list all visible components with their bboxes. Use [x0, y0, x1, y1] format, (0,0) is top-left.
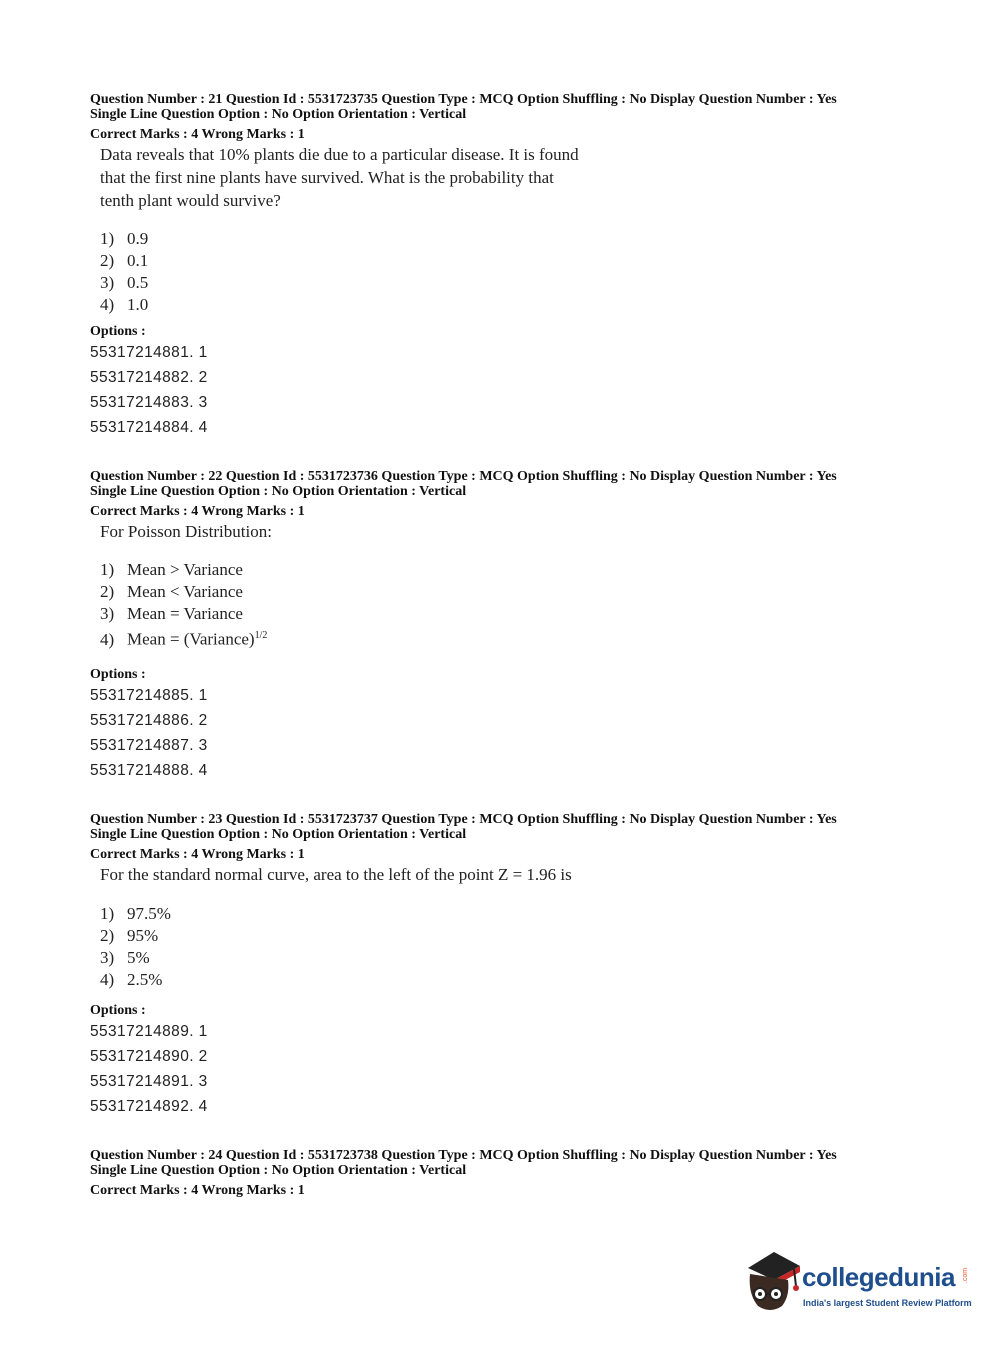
q21-option-id-2: 55317214882. 2	[90, 369, 208, 386]
q21-choice-3: 3) 0.5	[100, 273, 149, 292]
q23-meta-line-1: Question Number : 23 Question Id : 5531723737 Question Type : MCQ Option Shuffling : No Display Question Number : Yes	[90, 812, 837, 827]
q22-meta-line-1: Question Number : 22 Question Id : 5531723736 Question Type : MCQ Option Shuffling : No Display Question Number : Yes	[90, 469, 837, 484]
logo-tagline: India's largest Student Review Platform	[803, 1298, 972, 1308]
q22-choice-4-exponent: 1/2	[254, 630, 268, 641]
q22-choice-2: 2) Mean < Variance	[100, 582, 243, 601]
q23-option-id-4: 55317214892. 4	[90, 1098, 208, 1115]
q22-option-id-4: 55317214888. 4	[90, 762, 208, 779]
q22-question-text	[100, 520, 272, 543]
q21-question-text	[100, 143, 579, 212]
q21-option-id-1: 55317214881. 1	[90, 344, 208, 361]
q23-text-line: For the standard normal curve, area to the left of the point Z = 1.96 is	[100, 865, 572, 884]
q21-text-line: tenth plant would survive?	[100, 191, 281, 210]
q22-choice-4: 4) Mean = (Variance)$^{1/2}$	[100, 629, 268, 649]
q23-meta-line-2: Single Line Question Option : No Option Orientation : Vertical	[90, 827, 467, 842]
q22-marks: Correct Marks : 4 Wrong Marks : 1	[90, 504, 305, 519]
logo-wordmark: collegedunia	[802, 1262, 955, 1292]
q23-question-text	[100, 863, 572, 886]
q22-choice-3: 3) Mean = Variance	[100, 604, 243, 623]
q24-marks: Correct Marks : 4 Wrong Marks : 1	[90, 1183, 305, 1198]
q21-option-id-3: 55317214883. 3	[90, 394, 208, 411]
q22-option-id-1: 55317214885. 1	[90, 687, 208, 704]
student-mascot-icon	[744, 1250, 800, 1320]
q23-marks: Correct Marks : 4 Wrong Marks : 1	[90, 847, 305, 862]
q23-choice-1: 1) 97.5%	[100, 904, 171, 923]
collegedunia-logo	[744, 1250, 974, 1320]
q23-choice-2: 2) 95%	[100, 926, 159, 945]
q22-choice-1: 1) Mean > Variance	[100, 560, 243, 579]
q23-option-id-3: 55317214891. 3	[90, 1073, 208, 1090]
q22-options-label: Options :	[90, 667, 146, 682]
q22-option-id-3: 55317214887. 3	[90, 737, 208, 754]
logo-domain: .com	[962, 1267, 970, 1284]
q24-meta-line-1: Question Number : 24 Question Id : 5531723738 Question Type : MCQ Option Shuffling : No Display Question Number : Yes	[90, 1148, 837, 1163]
q21-marks: Correct Marks : 4 Wrong Marks : 1	[90, 127, 305, 142]
q21-options-label: Options :	[90, 324, 146, 339]
q23-options-label: Options :	[90, 1003, 146, 1018]
q21-choice-1: 1) 0.9	[100, 229, 149, 248]
q21-choice-4: 4) 1.0	[100, 295, 149, 314]
q22-meta-line-2: Single Line Question Option : No Option Orientation : Vertical	[90, 484, 467, 499]
q21-choice-2: 2) 0.1	[100, 251, 149, 270]
q21-option-id-4: 55317214884. 4	[90, 419, 208, 436]
q21-text-line: that the first nine plants have survived. What is the probability that	[100, 168, 554, 187]
q22-text-line: For Poisson Distribution:	[100, 522, 272, 541]
q23-option-id-1: 55317214889. 1	[90, 1023, 208, 1040]
q22-option-id-2: 55317214886. 2	[90, 712, 208, 729]
q21-meta-line-1: Question Number : 21 Question Id : 5531723735 Question Type : MCQ Option Shuffling : No Display Question Number : Yes	[90, 92, 837, 107]
q23-choice-3: 3) 5%	[100, 948, 150, 967]
q24-meta-line-2: Single Line Question Option : No Option Orientation : Vertical	[90, 1163, 467, 1178]
q23-option-id-2: 55317214890. 2	[90, 1048, 208, 1065]
q23-choice-4: 4) 2.5%	[100, 970, 163, 989]
q21-text-line: Data reveals that 10% plants die due to a particular disease. It is found	[100, 145, 579, 164]
q21-meta-line-2: Single Line Question Option : No Option Orientation : Vertical	[90, 107, 467, 122]
